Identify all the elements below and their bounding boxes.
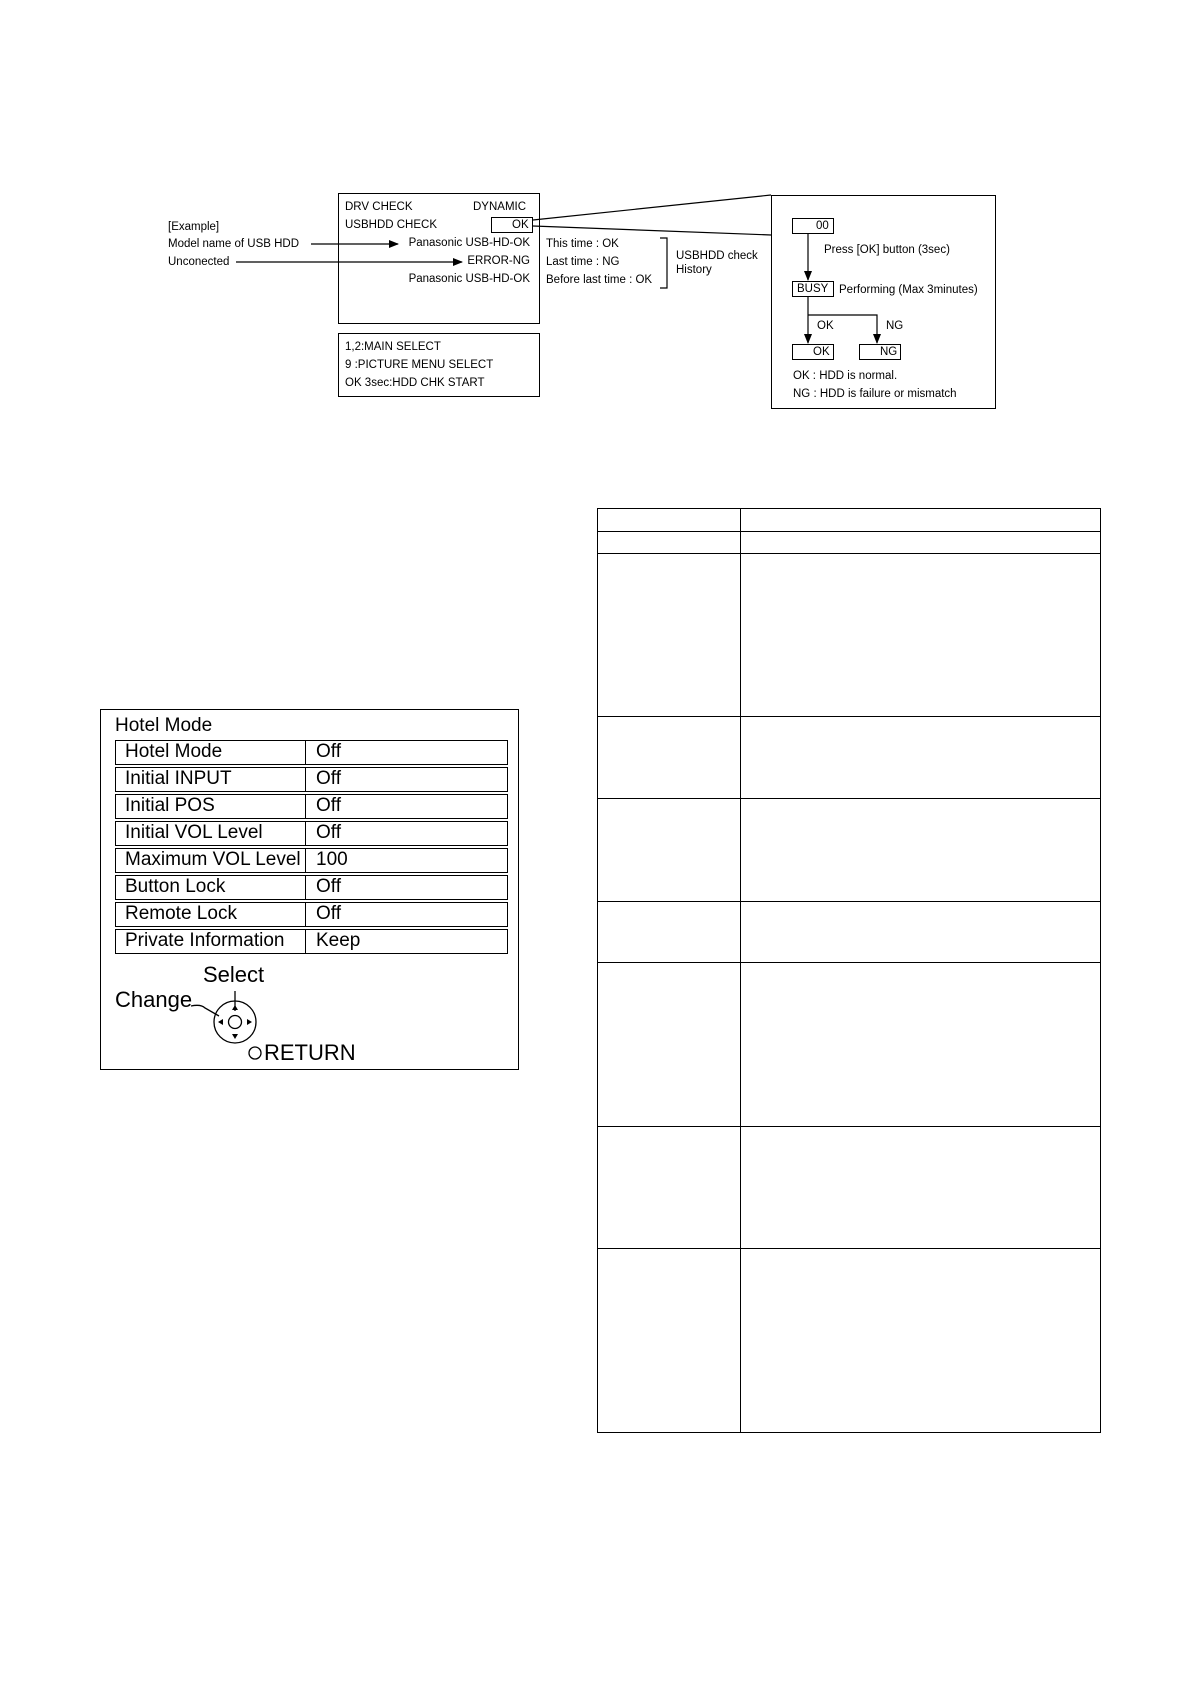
table-cell [741,532,1101,554]
menu-row-key: Initial INPUT [116,768,306,791]
press-note: Press [OK] button (3sec) [824,244,950,256]
usbhdd-check-status: OK [512,219,529,231]
history-item-2: Last time : NG [546,256,620,268]
table-row [598,532,1101,554]
table-cell [598,509,741,532]
menu-row-key: Maximum VOL Level [116,849,306,872]
help-line-2: 9 :PICTURE MENU SELECT [345,359,494,371]
diagram-connectors [0,0,1190,420]
history-item-1: This time : OK [546,238,619,250]
drv-check-title: DRV CHECK [345,201,413,213]
table-cell [741,1126,1101,1248]
example-label: [Example] [168,221,220,233]
table-cell [741,1249,1101,1433]
table-cell [598,1249,741,1433]
menu-row-key: Remote Lock [116,903,306,926]
table-row [598,1249,1101,1433]
table-cell [598,963,741,1127]
drv-line-2: ERROR-NG [467,255,530,267]
select-hint: Select [203,962,265,987]
initial-state: 00 [816,220,829,232]
hotel-mode-menu [100,709,519,1070]
table-cell [598,532,741,554]
performing-note: Performing (Max 3minutes) [839,284,978,296]
menu-row-key: Initial VOL Level [116,822,306,845]
table-cell [741,963,1101,1127]
history-label-2: History [676,264,712,276]
menu-row-key: Hotel Mode [116,741,306,764]
table-cell [598,554,741,717]
branch-ok-label: OK [817,320,834,332]
menu-row-value: Off [316,768,341,789]
drv-line-3: Panasonic USB-HD-OK [408,273,530,285]
table-cell [598,716,741,798]
result-ok: OK [813,346,830,358]
menu-row-value: Off [316,795,341,816]
usbhdd-check-label: USBHDD CHECK [345,219,438,231]
menu-row-value: Off [316,822,341,843]
menu-row-key: Private Information [116,930,306,953]
history-label-1: USBHDD check [676,250,758,262]
menu-row-key: Initial POS [116,795,306,818]
table-row [598,902,1101,963]
table-row [598,716,1101,798]
table-cell [598,798,741,901]
menu-row-value: Keep [316,930,361,951]
history-item-3: Before last time : OK [546,274,653,286]
menu-row-key: Button Lock [116,876,306,899]
change-hint: Change [115,987,193,1012]
right-table [597,508,1101,1433]
help-line-3: OK 3sec:HDD CHK START [345,377,485,389]
result-ng: NG [880,346,898,358]
table-row [598,1126,1101,1248]
menu-row-value: Off [316,903,341,924]
table-cell [741,798,1101,901]
drv-line-1: Panasonic USB-HD-OK [408,237,530,249]
table-row [598,509,1101,532]
table-cell [598,902,741,963]
legend-ng: NG : HDD is failure or mismatch [793,388,957,400]
table-cell [741,716,1101,798]
table-cell [741,554,1101,717]
legend-ok: OK : HDD is normal. [793,370,898,382]
remote-navigation-pad-icon [101,710,518,1069]
menu-row-value: Off [316,741,341,762]
table-row [598,554,1101,717]
table-cell [598,1126,741,1248]
hotel-menu-title: Hotel Mode [115,715,213,736]
table-row [598,963,1101,1127]
return-hint: RETURN [264,1040,356,1065]
menu-row-value: 100 [316,849,348,870]
drv-check-mode: DYNAMIC [473,201,527,213]
model-name-label: Model name of USB HDD [168,238,300,250]
busy-state: BUSY [797,283,829,295]
menu-row-value: Off [316,876,341,897]
unconnected-label: Unconected [168,256,230,268]
branch-ng-label: NG [886,320,904,332]
table-cell [741,509,1101,532]
table-cell [741,902,1101,963]
table-row [598,798,1101,901]
help-line-1: 1,2:MAIN SELECT [345,341,441,353]
